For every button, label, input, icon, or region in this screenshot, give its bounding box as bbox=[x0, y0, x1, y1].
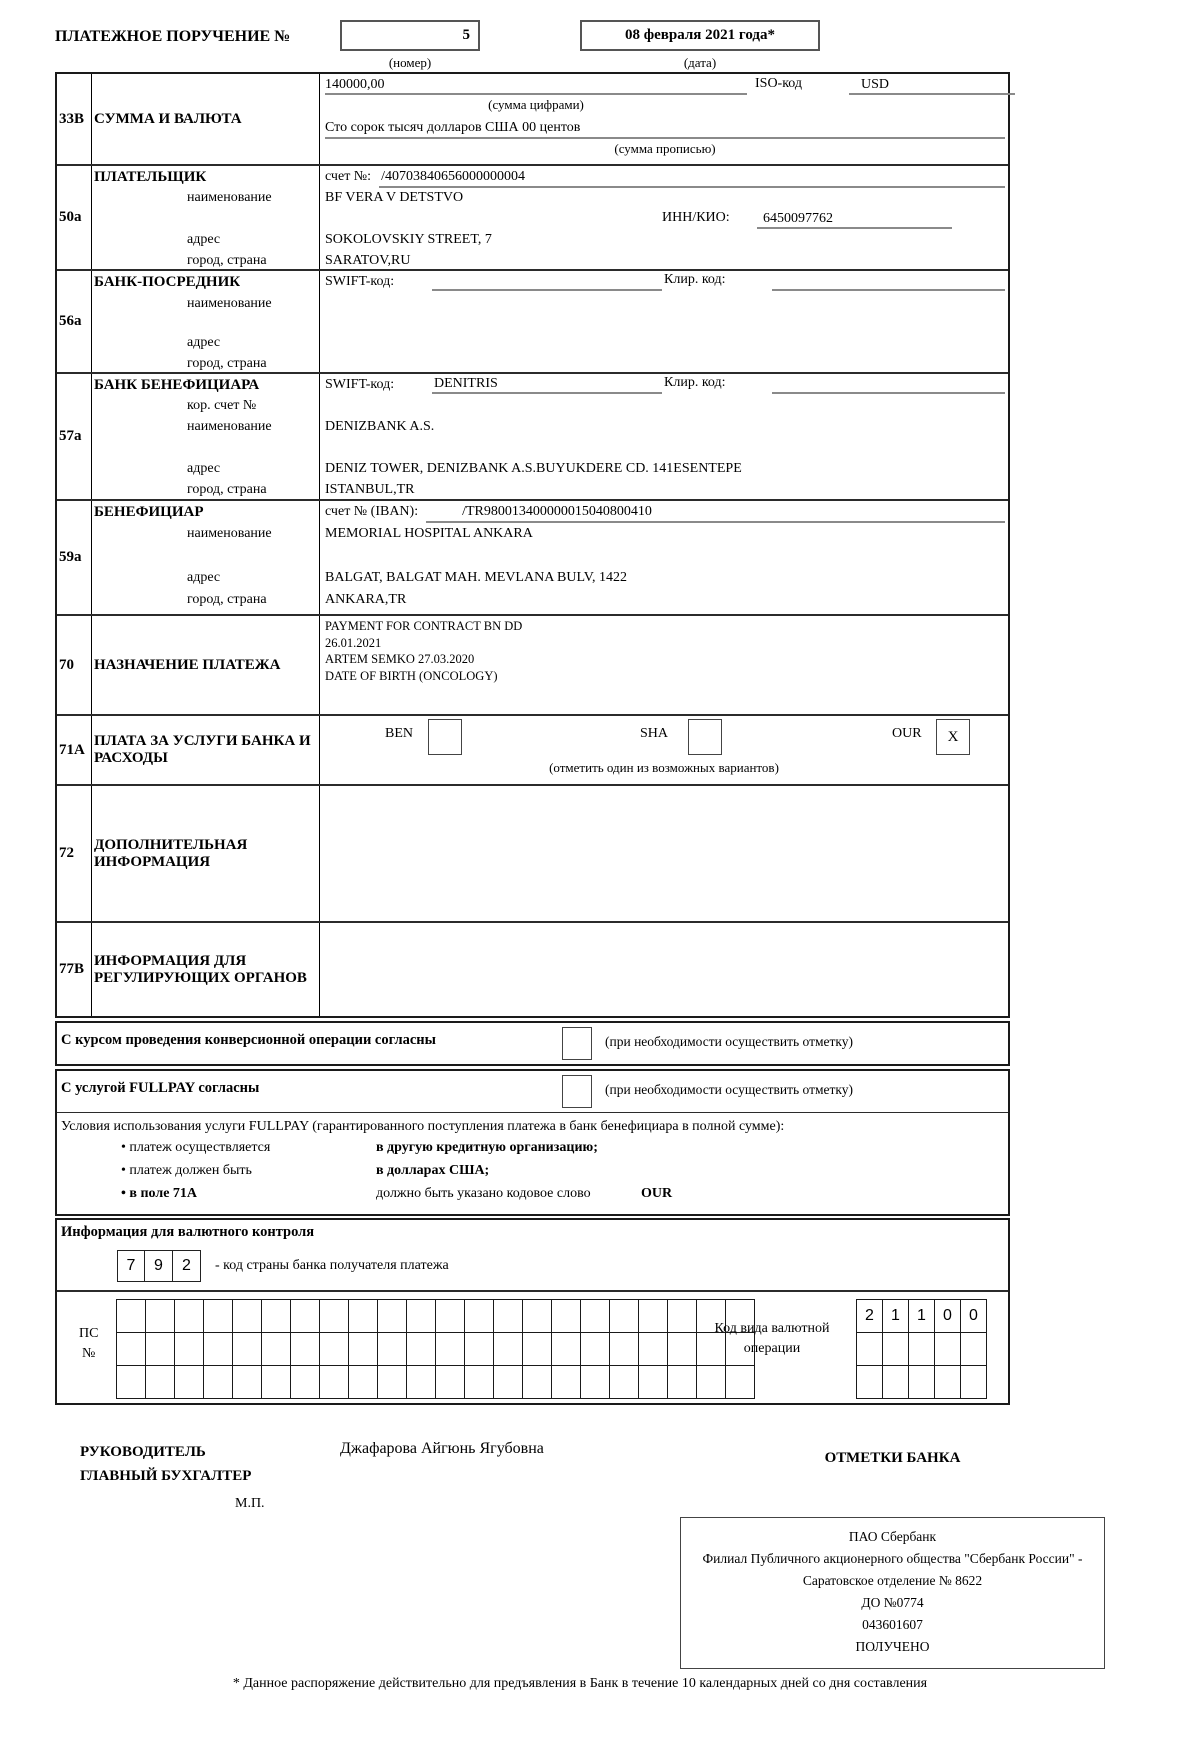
city-sublabel: город, страна bbox=[187, 253, 267, 268]
beneficiary-bank-city-field[interactable]: ISTANBUL,TR bbox=[325, 482, 415, 497]
name-sublabel: наименование bbox=[187, 419, 272, 434]
grid-cell[interactable]: 0 bbox=[934, 1299, 961, 1333]
grid-cell[interactable] bbox=[522, 1332, 552, 1366]
order-date-field[interactable]: 08 февраля 2021 года* bbox=[580, 20, 820, 51]
grid-cell[interactable] bbox=[377, 1365, 407, 1399]
payment-purpose-field[interactable] bbox=[320, 616, 1008, 714]
conversion-agreement-checkbox[interactable] bbox=[562, 1027, 592, 1060]
grid-cell[interactable] bbox=[667, 1299, 697, 1333]
beneficiary-bank-name-field[interactable]: DENIZBANK A.S. bbox=[325, 419, 435, 434]
city-sublabel: город, страна bbox=[187, 592, 267, 607]
operation-code-grid bbox=[857, 1300, 987, 1399]
payer-name-field[interactable]: BF VERA V DETSTVO bbox=[325, 190, 464, 205]
fullpay-term-text: • в поле 71А bbox=[121, 1186, 198, 1201]
grid-cell[interactable] bbox=[464, 1299, 494, 1333]
fullpay-term-code: OUR bbox=[641, 1186, 673, 1201]
grid-cell[interactable] bbox=[696, 1365, 726, 1399]
grid-cell[interactable] bbox=[232, 1332, 262, 1366]
country-code-cell[interactable]: 9 bbox=[145, 1250, 173, 1282]
beneficiary-city-field[interactable]: ANKARA,TR bbox=[325, 592, 407, 607]
amount-words-field[interactable]: Сто сорок тысяч долларов США 00 центов bbox=[325, 118, 1005, 139]
order-number-field[interactable]: 5 bbox=[340, 20, 480, 51]
grid-cell[interactable] bbox=[232, 1299, 262, 1333]
swift-label: SWIFT-код: bbox=[325, 274, 395, 289]
grid-cell[interactable] bbox=[174, 1332, 204, 1366]
grid-cell[interactable] bbox=[609, 1365, 639, 1399]
charge-option-label-our: OUR bbox=[892, 726, 922, 741]
stamp-place-label: М.П. bbox=[235, 1496, 265, 1511]
bank-stamp-line: Филиал Публичного акционерного общества "Сбербанк России" - Саратовское отделение № 8622 bbox=[702, 1551, 1083, 1588]
fullpay-section bbox=[55, 1069, 1010, 1216]
order-number-caption: (номер) bbox=[388, 55, 432, 70]
grid-cell[interactable]: 2 bbox=[856, 1299, 883, 1333]
field-33b-amount bbox=[57, 74, 1008, 164]
intermediary-clearing-field[interactable] bbox=[772, 272, 1005, 291]
inn-label: ИНН/КИО: bbox=[662, 210, 730, 225]
signatory-roles bbox=[80, 1440, 251, 1488]
grid-cell[interactable] bbox=[377, 1332, 407, 1366]
grid-cell[interactable] bbox=[377, 1299, 407, 1333]
grid-cell[interactable] bbox=[406, 1332, 436, 1366]
fullpay-terms bbox=[57, 1112, 1008, 1214]
field-label: СУММА И ВАЛЮТА bbox=[94, 110, 242, 127]
corr-account-sublabel: кор. счет № bbox=[187, 398, 257, 413]
charge-option-checkbox-our[interactable]: X bbox=[936, 719, 970, 755]
field-72-additional-info bbox=[57, 784, 1008, 921]
intermediary-city-field[interactable] bbox=[325, 354, 1005, 375]
beneficiary-iban-field[interactable]: /TR980013400000015040800410 bbox=[426, 502, 1005, 523]
grid-cell[interactable] bbox=[960, 1332, 987, 1366]
fullpay-agreement-note: (при необходимости осуществить отметку) bbox=[605, 1082, 854, 1097]
grid-cell[interactable] bbox=[908, 1365, 935, 1399]
grid-cell[interactable] bbox=[551, 1299, 581, 1333]
fullpay-term-row bbox=[61, 1183, 1004, 1206]
city-sublabel: город, страна bbox=[187, 482, 267, 497]
swift-label: SWIFT-код: bbox=[325, 377, 395, 392]
bank-stamp-line: ПОЛУЧЕНО bbox=[855, 1639, 930, 1654]
grid-cell[interactable] bbox=[145, 1332, 175, 1366]
grid-cell[interactable]: 0 bbox=[960, 1299, 987, 1333]
divider bbox=[57, 1290, 1008, 1292]
grid-cell[interactable] bbox=[116, 1365, 146, 1399]
payer-account-field[interactable]: /40703840656000000004 bbox=[379, 167, 1005, 188]
payer-address-field[interactable]: SOKOLOVSKIY STREET, 7 bbox=[325, 232, 492, 247]
amount-digits-field[interactable]: 140000,00 bbox=[325, 75, 747, 95]
field-70-payment-purpose bbox=[57, 614, 1008, 714]
grid-cell[interactable] bbox=[319, 1365, 349, 1399]
grid-cell[interactable] bbox=[522, 1299, 552, 1333]
grid-cell[interactable] bbox=[116, 1332, 146, 1366]
grid-cell[interactable] bbox=[406, 1365, 436, 1399]
signature-area bbox=[55, 1420, 1135, 1750]
passport-number-grid bbox=[117, 1300, 755, 1399]
field-code: 50a bbox=[57, 166, 92, 269]
grid-cell[interactable] bbox=[290, 1332, 320, 1366]
field-57a-beneficiary-bank bbox=[57, 372, 1008, 499]
grid-cell[interactable] bbox=[551, 1332, 581, 1366]
intermediary-name-field[interactable] bbox=[325, 294, 1005, 315]
passport-number-label-line: ПС bbox=[79, 1326, 99, 1341]
grid-cell[interactable] bbox=[319, 1299, 349, 1333]
country-code-cell[interactable]: 7 bbox=[117, 1250, 145, 1282]
fullpay-term-text: • платеж осуществляется bbox=[121, 1140, 271, 1155]
conversion-agreement-note: (при необходимости осуществить отметку) bbox=[605, 1034, 854, 1049]
grid-cell[interactable] bbox=[290, 1365, 320, 1399]
charges-caption: (отметить один из возможных вариантов) bbox=[549, 760, 779, 775]
payment-purpose-line: ARTEM SEMKO 27.03.2020 bbox=[325, 652, 475, 666]
grid-cell[interactable] bbox=[348, 1332, 378, 1366]
name-sublabel: наименование bbox=[187, 190, 272, 205]
name-sublabel: наименование bbox=[187, 296, 272, 311]
grid-cell[interactable] bbox=[174, 1299, 204, 1333]
field-71a-charges bbox=[57, 714, 1008, 784]
grid-cell[interactable] bbox=[667, 1365, 697, 1399]
grid-cell[interactable] bbox=[203, 1332, 233, 1366]
account-label: счет №: bbox=[325, 169, 372, 184]
fullpay-agreement-checkbox[interactable] bbox=[562, 1075, 592, 1108]
currency-control-title: Информация для валютного контроля bbox=[61, 1224, 315, 1240]
grid-cell[interactable] bbox=[638, 1332, 668, 1366]
address-sublabel: адрес bbox=[187, 461, 221, 476]
conversion-agreement-label: С курсом проведения конверсионной операции согласны bbox=[61, 1032, 436, 1048]
grid-cell[interactable] bbox=[493, 1299, 523, 1333]
grid-cell[interactable] bbox=[464, 1365, 494, 1399]
fullpay-terms-intro: Условия использования услуги FULLPAY (гарантированного поступления платежа в банк бенефициара в полной сумме): bbox=[61, 1119, 785, 1134]
fullpay-term-value: в другую кредитную организацию; bbox=[376, 1140, 598, 1155]
address-sublabel: адрес bbox=[187, 570, 221, 585]
bank-country-code-field bbox=[117, 1250, 201, 1282]
iban-label: счет № (IBAN): bbox=[325, 504, 419, 519]
field-code: 77B bbox=[57, 923, 92, 1016]
grid-cell[interactable] bbox=[464, 1332, 494, 1366]
grid-cell[interactable] bbox=[406, 1299, 436, 1333]
grid-cell[interactable] bbox=[934, 1365, 961, 1399]
grid-cell[interactable] bbox=[290, 1299, 320, 1333]
clearing-label: Клир. код: bbox=[664, 272, 726, 287]
intermediary-address-field[interactable] bbox=[325, 333, 1005, 354]
role-chief-accountant: ГЛАВНЫЙ БУХГАЛТЕР bbox=[80, 1468, 252, 1484]
grid-cell[interactable] bbox=[856, 1365, 883, 1399]
regulatory-info-field[interactable] bbox=[320, 923, 1008, 1016]
grid-cell[interactable] bbox=[261, 1299, 291, 1333]
field-59a-beneficiary bbox=[57, 499, 1008, 614]
grid-cell[interactable] bbox=[667, 1332, 697, 1366]
signer-name: Джафарова Айгюнь Ягубовна bbox=[340, 1440, 544, 1457]
fullpay-term-value: в долларах США; bbox=[376, 1163, 490, 1178]
grid-cell[interactable] bbox=[882, 1332, 909, 1366]
field-code: 57a bbox=[57, 374, 92, 499]
grid-cell[interactable] bbox=[725, 1365, 755, 1399]
grid-cell[interactable] bbox=[203, 1365, 233, 1399]
charge-option-label-sha: SHA bbox=[640, 726, 669, 741]
bank-stamp-line: 043601607 bbox=[862, 1617, 923, 1632]
grid-cell[interactable] bbox=[609, 1299, 639, 1333]
grid-cell[interactable] bbox=[435, 1299, 465, 1333]
payer-inn-field[interactable]: 6450097762 bbox=[757, 210, 952, 229]
charge-option-checkbox-ben[interactable] bbox=[428, 719, 462, 755]
page-title: ПЛАТЕЖНОЕ ПОРУЧЕНИЕ № bbox=[55, 28, 291, 45]
field-code: 33B bbox=[57, 74, 92, 164]
name-sublabel: наименование bbox=[187, 526, 272, 541]
grid-cell[interactable] bbox=[551, 1365, 581, 1399]
grid-cell[interactable] bbox=[580, 1332, 610, 1366]
grid-cell[interactable] bbox=[174, 1365, 204, 1399]
grid-cell[interactable] bbox=[145, 1365, 175, 1399]
field-code: 70 bbox=[57, 616, 92, 714]
fullpay-term-text: • платеж должен быть bbox=[121, 1163, 252, 1178]
field-77b-regulatory-info bbox=[57, 921, 1008, 1016]
bank-marks-title: ОТМЕТКИ БАНКА bbox=[824, 1450, 961, 1466]
bank-stamp-line: ПАО Сбербанк bbox=[848, 1529, 937, 1544]
bank-country-code-caption: - код страны банка получателя платежа bbox=[215, 1258, 449, 1273]
city-sublabel: город, страна bbox=[187, 356, 267, 371]
iso-code-field[interactable]: USD bbox=[849, 75, 1015, 95]
intermediary-swift-field[interactable] bbox=[432, 272, 662, 291]
grid-cell[interactable]: 1 bbox=[908, 1299, 935, 1333]
fullpay-term-row bbox=[61, 1137, 1004, 1160]
beneficiary-bank-clearing-field[interactable] bbox=[772, 375, 1005, 394]
grid-cell[interactable] bbox=[856, 1332, 883, 1366]
country-code-cell[interactable]: 2 bbox=[173, 1250, 201, 1282]
field-56a-intermediary-bank bbox=[57, 269, 1008, 372]
grid-cell[interactable] bbox=[934, 1332, 961, 1366]
beneficiary-bank-swift-field[interactable]: DENITRIS bbox=[432, 375, 662, 394]
amount-words-caption: (сумма прописью) bbox=[614, 141, 716, 156]
grid-cell[interactable] bbox=[522, 1365, 552, 1399]
grid-cell[interactable] bbox=[580, 1365, 610, 1399]
field-code: 56a bbox=[57, 271, 92, 372]
iso-code-label: ISO-код bbox=[755, 76, 803, 91]
operation-code-label: Код вида валютной операции bbox=[714, 1321, 830, 1356]
payer-city-field[interactable]: SARATOV,RU bbox=[325, 253, 411, 268]
grid-cell[interactable] bbox=[319, 1332, 349, 1366]
grid-cell[interactable] bbox=[580, 1299, 610, 1333]
field-label: ПЛАТА ЗА УСЛУГИ БАНКА И РАСХОДЫ bbox=[94, 733, 311, 766]
charge-option-checkbox-sha[interactable] bbox=[688, 719, 722, 755]
grid-cell[interactable] bbox=[638, 1365, 668, 1399]
grid-cell[interactable] bbox=[908, 1332, 935, 1366]
footnote: * Данное распоряжение действительно для предъявления в Банк в течение 10 календарных дней со дня составления bbox=[232, 1676, 928, 1691]
payment-purpose-line: PAYMENT FOR CONTRACT BN DD bbox=[325, 619, 523, 633]
charge-option-label-ben: BEN bbox=[385, 726, 413, 741]
field-label: БАНК-ПОСРЕДНИК bbox=[94, 274, 241, 290]
grid-cell[interactable] bbox=[348, 1299, 378, 1333]
amount-digits-caption: (сумма цифрами) bbox=[488, 97, 584, 112]
grid-cell[interactable] bbox=[116, 1299, 146, 1333]
address-sublabel: адрес bbox=[187, 232, 221, 247]
additional-info-field[interactable] bbox=[320, 786, 1008, 921]
beneficiary-bank-address-field[interactable]: DENIZ TOWER, DENIZBANK A.S.BUYUKDERE CD. 141ESENTEPE bbox=[325, 461, 742, 476]
fullpay-term-value: должно быть указано кодовое слово bbox=[376, 1186, 591, 1201]
field-label: БАНК БЕНЕФИЦИАРА bbox=[94, 377, 260, 393]
currency-control-section bbox=[55, 1218, 1010, 1405]
grid-cell[interactable] bbox=[203, 1299, 233, 1333]
grid-cell[interactable] bbox=[609, 1332, 639, 1366]
header bbox=[55, 20, 1010, 72]
order-date-caption: (дата) bbox=[683, 55, 717, 70]
payment-order-form bbox=[55, 72, 1010, 1018]
grid-cell[interactable] bbox=[435, 1332, 465, 1366]
grid-cell[interactable] bbox=[348, 1365, 378, 1399]
field-code: 72 bbox=[57, 786, 92, 921]
field-50a-payer bbox=[57, 164, 1008, 269]
address-sublabel: адрес bbox=[187, 335, 221, 350]
fullpay-agreement-label: С услугой FULLPAY согласны bbox=[61, 1080, 260, 1096]
field-label: ПЛАТЕЛЬЩИК bbox=[94, 169, 207, 185]
grid-cell[interactable] bbox=[261, 1332, 291, 1366]
grid-cell[interactable] bbox=[232, 1365, 262, 1399]
grid-cell[interactable] bbox=[638, 1299, 668, 1333]
payment-purpose-line: DATE OF BIRTH (ONCOLOGY) bbox=[325, 668, 498, 683]
beneficiary-address-field[interactable]: BALGAT, BALGAT MAH. MEVLANA BULV, 1422 bbox=[325, 570, 628, 585]
grid-cell[interactable] bbox=[261, 1365, 291, 1399]
grid-cell[interactable] bbox=[493, 1365, 523, 1399]
bank-stamp-box bbox=[680, 1517, 1105, 1669]
field-code: 71A bbox=[57, 716, 92, 784]
clearing-label: Клир. код: bbox=[664, 375, 726, 390]
grid-cell[interactable] bbox=[435, 1365, 465, 1399]
payment-purpose-line: 26.01.2021 bbox=[325, 635, 382, 650]
field-code: 59a bbox=[57, 501, 92, 614]
grid-cell[interactable] bbox=[145, 1299, 175, 1333]
passport-number-label bbox=[79, 1324, 98, 1364]
field-label: ДОПОЛНИТЕЛЬНАЯ ИНФОРМАЦИЯ bbox=[94, 836, 248, 870]
conversion-agreement-section bbox=[55, 1021, 1010, 1066]
field-label: НАЗНАЧЕНИЕ ПЛАТЕЖА bbox=[94, 656, 281, 673]
grid-cell[interactable] bbox=[960, 1365, 987, 1399]
grid-cell[interactable] bbox=[493, 1332, 523, 1366]
field-label: БЕНЕФИЦИАР bbox=[94, 504, 204, 520]
beneficiary-name-field[interactable]: MEMORIAL HOSPITAL ANKARA bbox=[325, 526, 533, 541]
passport-number-label-line: № bbox=[82, 1346, 96, 1361]
fullpay-term-row bbox=[61, 1160, 1004, 1183]
grid-cell[interactable]: 1 bbox=[882, 1299, 909, 1333]
role-director: РУКОВОДИТЕЛЬ bbox=[80, 1444, 206, 1460]
grid-cell[interactable] bbox=[882, 1365, 909, 1399]
field-label: ИНФОРМАЦИЯ ДЛЯ РЕГУЛИРУЮЩИХ ОРГАНОВ bbox=[94, 952, 307, 986]
bank-stamp-line: ДО №0774 bbox=[861, 1595, 924, 1610]
